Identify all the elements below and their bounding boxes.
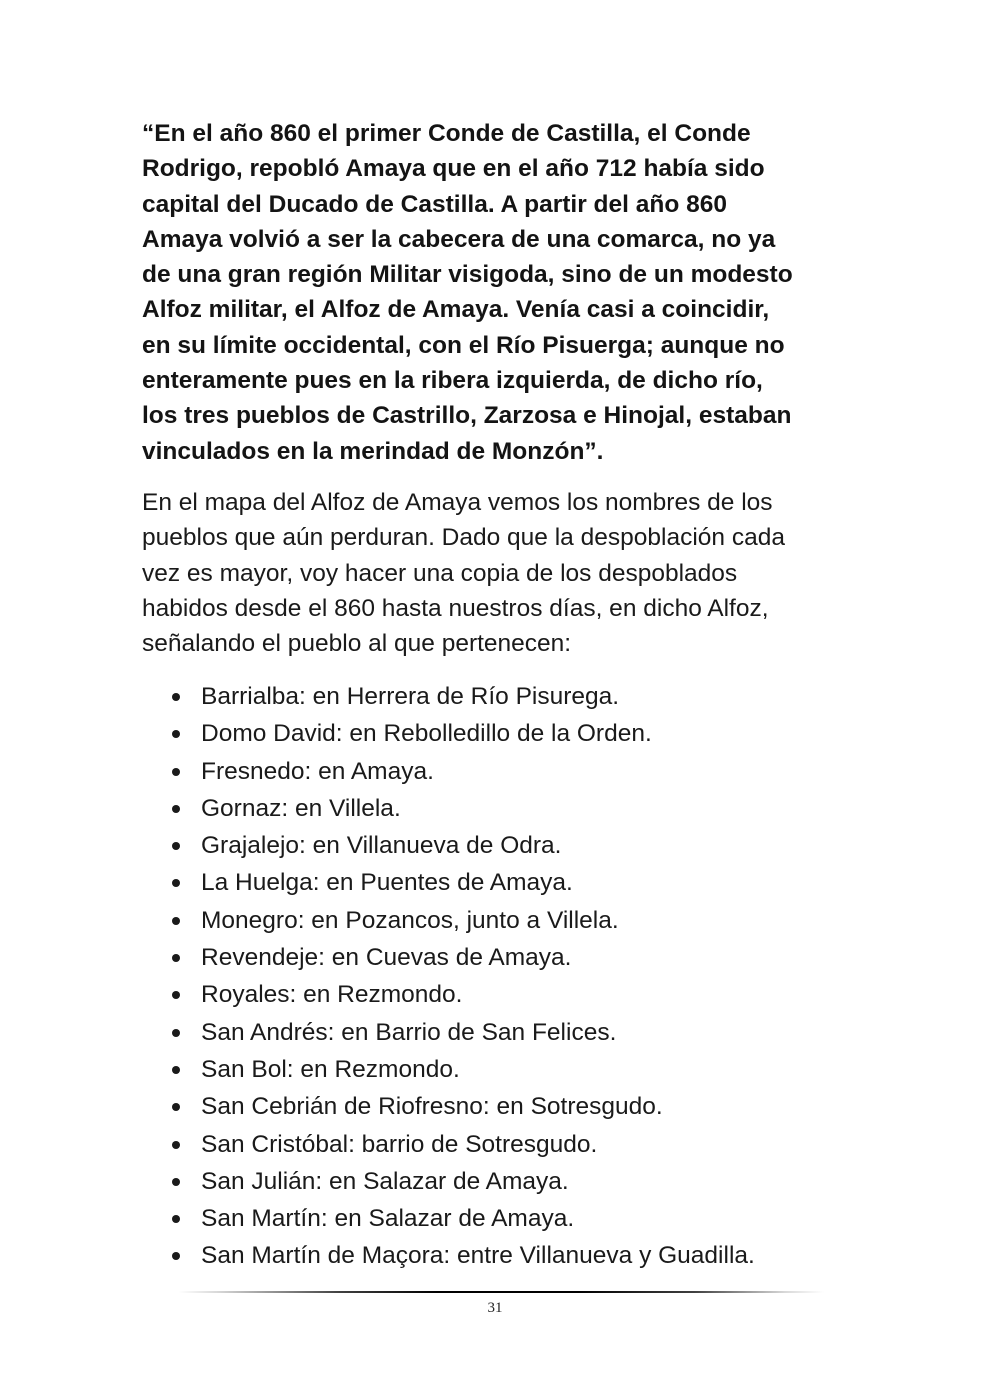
list-item [142, 790, 882, 827]
list-item-text: Royales: en Rezmondo. [201, 981, 463, 1009]
bullet-icon [172, 954, 180, 962]
list-item-text: San Martín de Maçora: entre Villanueva y Guadilla. [201, 1242, 755, 1270]
list-item-text: San Andrés: en Barrio de San Felices. [201, 1018, 617, 1046]
bullet-icon [172, 805, 180, 813]
list-item-text: San Julián: en Salazar de Amaya. [201, 1167, 569, 1195]
bullet-icon [172, 1029, 180, 1037]
list-item [142, 715, 882, 752]
footer-divider [178, 1291, 824, 1293]
list-item-text: La Huelga: en Puentes de Amaya. [201, 869, 573, 897]
list-item-text: San Bol: en Rezmondo. [201, 1055, 460, 1083]
bullet-icon [172, 1178, 180, 1186]
bullet-icon [172, 1141, 180, 1149]
bullet-icon [172, 730, 180, 738]
despoblados-list [142, 678, 882, 1275]
page-number: 31 [487, 1300, 503, 1316]
list-item [142, 902, 882, 939]
body-paragraph: En el mapa del Alfoz de Amaya vemos los nombres de los pueblos que aún perduran. Dado que la despoblación cada vez es mayor, voy hacer una copia de los despoblados habidos desde el 860 hasta nuestros días, en dicho Alfoz, señalando el pueblo al que pertenecen: [142, 489, 785, 658]
list-item-text: Domo David: en Rebolledillo de la Orden. [201, 720, 652, 748]
bullet-icon [172, 991, 180, 999]
list-item-text: Barrialba: en Herrera de Río Pisurega. [201, 683, 620, 710]
list-item [142, 1088, 882, 1125]
bullet-icon [172, 1103, 180, 1111]
list-item [142, 1126, 882, 1163]
bullet-icon [172, 879, 180, 887]
bullet-icon [172, 1066, 180, 1074]
bullet-icon [172, 917, 180, 925]
bullet-icon [172, 768, 180, 776]
list-item [142, 827, 882, 864]
list-item-text: San Cebrián de Riofresno: en Sotresgudo. [201, 1093, 663, 1121]
list-item [142, 1200, 882, 1237]
list-item [142, 1163, 882, 1200]
bullet-icon [172, 1215, 180, 1223]
list-item [142, 976, 882, 1013]
list-item-text: San Martín: en Salazar de Amaya. [201, 1205, 575, 1233]
list-item-text: San Cristóbal: barrio de Sotresgudo. [201, 1130, 598, 1158]
list-item [142, 1051, 882, 1088]
list-item-text: Monegro: en Pozancos, junto a Villela. [201, 906, 619, 934]
list-item [142, 1237, 882, 1274]
list-item-text: Grajalejo: en Villanueva de Odra. [201, 832, 562, 860]
bullet-icon [172, 1252, 180, 1260]
bullet-icon [172, 842, 180, 850]
list-item-text: Revendeje: en Cuevas de Amaya. [201, 944, 572, 972]
bullet-icon [172, 693, 180, 701]
quote-paragraph: “En el año 860 el primer Conde de Castilla, el Conde Rodrigo, repobló Amaya que en el año 712 había sido capital del Ducado de Castilla. A partir del año 860 Amaya volvió a ser la cabecera de una comarca, no ya de una gran región Militar visigoda, sino de un modesto Alfoz militar, el Alfoz de Amaya. Venía casi a coincidir, en su límite occidental, con el Río Pisuerga; aunque no enteramente pues en la ribera izquierda, de dicho río, los tres pueblos de Castrillo, Zarzosa e Hinojal, estaban vinculados en la merindad de Monzón”. [142, 120, 793, 465]
list-item-text: Fresnedo: en Amaya. [201, 757, 434, 785]
list-item [142, 939, 882, 976]
list-item [142, 864, 882, 901]
list-item-text: Gornaz: en Villela. [201, 794, 401, 822]
list-item [142, 753, 882, 790]
list-item [142, 678, 882, 715]
list-item [142, 1014, 882, 1051]
